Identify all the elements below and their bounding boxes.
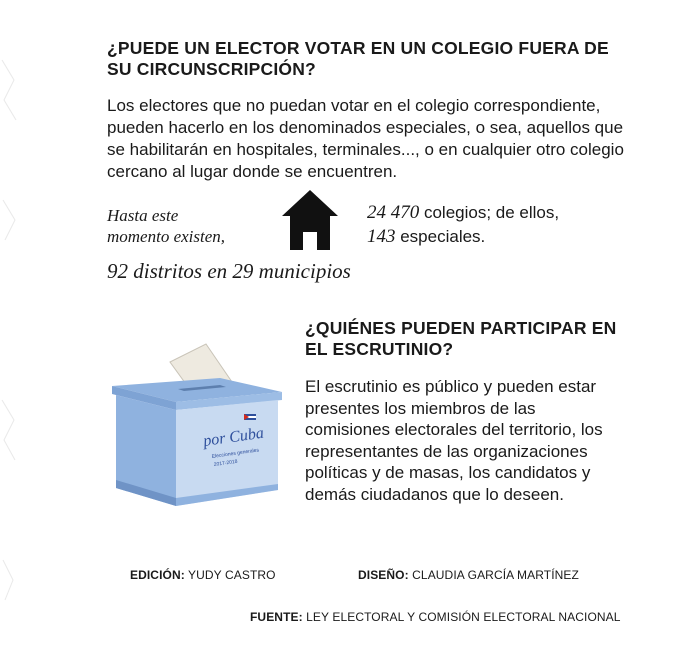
section1-body: Los electores que no puedan votar en el colegio correspondiente, pueden hacerlo en los denominados especiales, o sea, aquellos que se habilitarán en hospitales, terminales..., o en cualquier otro colegio cercano al lugar donde se encuentren. [107, 96, 624, 181]
edicion-value: YUDY CASTRO [184, 568, 276, 582]
section2-heading: ¿QUIÉNES PUEDEN PARTICIPAR EN EL ESCRUTINIO? [305, 318, 617, 359]
stats-intro [107, 205, 277, 247]
fuente-label: FUENTE: [250, 610, 303, 624]
especiales-text: especiales. [395, 227, 486, 246]
especiales-number: 143 [367, 226, 396, 247]
credit-edicion [130, 568, 276, 582]
edicion-label: EDICIÓN: [130, 568, 185, 582]
credit-fuente [250, 610, 621, 624]
section1-heading: ¿PUEDE UN ELECTOR VOTAR EN UN COLEGIO FUERA DE SU CIRCUNSCRIPCIÓN? [107, 38, 609, 79]
colegios-text: colegios; de ellos, [419, 203, 560, 222]
stats-especiales-line [367, 225, 637, 249]
colegios-number: 24 470 [367, 202, 420, 223]
stats-colegios [367, 201, 637, 249]
stats-colegios-line [367, 201, 637, 225]
ballot-logo-sub: Elecciones generales [211, 447, 260, 460]
stats-intro-line2: momento existen, [107, 227, 226, 246]
house-icon [280, 188, 340, 254]
credit-diseno [358, 568, 579, 582]
diseno-label: DISEÑO: [358, 568, 409, 582]
stats-intro-line1: Hasta este [107, 206, 179, 225]
ballot-box-illustration [108, 340, 288, 515]
ballot-logo-text: por Cuba [202, 424, 265, 450]
distritos-line: 92 distritos en 29 municipios [107, 259, 351, 283]
fuente-value: LEY ELECTORAL Y COMISIÓN ELECTORAL NACIONAL [302, 610, 621, 624]
ballot-logo-years: 2017-2018 [213, 458, 238, 468]
diseno-value: CLAUDIA GARCÍA MARTÍNEZ [408, 568, 579, 582]
left-edge-decoration [0, 0, 26, 665]
section2-body: El escrutinio es público y pueden estar presentes los miembros de las comisiones electorales del territorio, los representantes de las organizaciones políticas y de masas, los candidatos y demás ciudadanos que lo deseen. [305, 377, 603, 504]
